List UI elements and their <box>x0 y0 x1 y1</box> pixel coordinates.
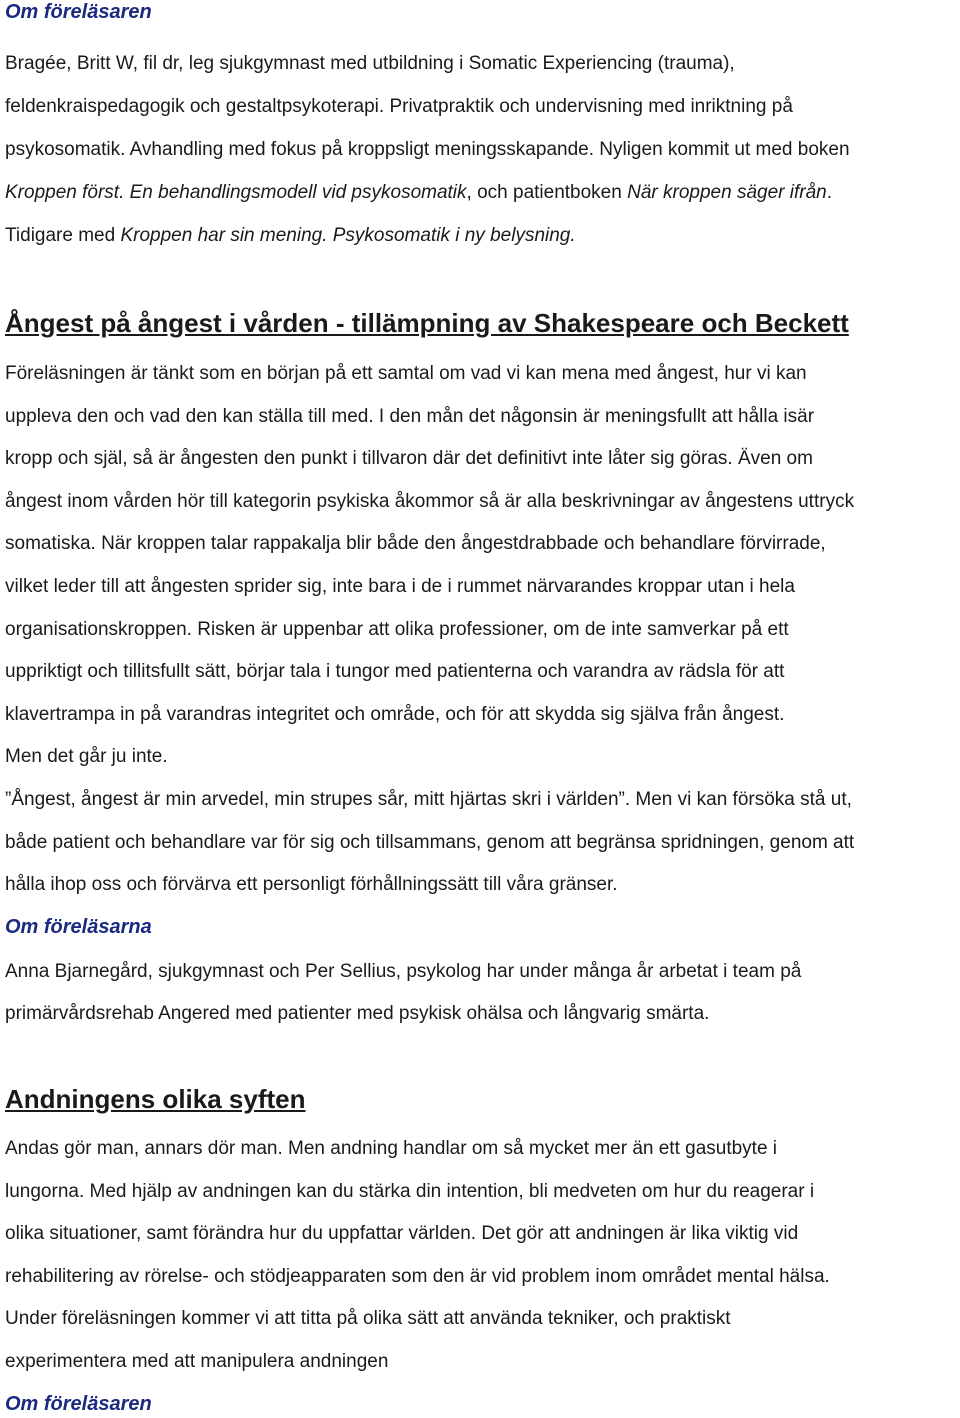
andning-line-6: experimentera med att manipulera andningen <box>5 1350 389 1372</box>
bio-line-5-text: Tidigare med <box>5 225 121 246</box>
angest-line-1: Föreläsningen är tänkt som en början på ett samtal om vad vi kan mena med ångest, hur vi kan <box>5 363 807 384</box>
angest-paragraph <box>5 353 854 907</box>
bio-line-5 <box>5 214 850 257</box>
section-angest <box>5 306 854 1036</box>
andning-line-3: olika situationer, samt förändra hur du uppfattar världen. Det gör att andningen är lika viktig vid <box>5 1223 799 1245</box>
bio-line-4-text: , och patientboken <box>466 182 628 203</box>
angest-line-13: hålla ihop oss och förvärva ett personligt förhållningssätt till våra gränser. <box>5 874 618 896</box>
subheading-om-forelasaren: Om föreläsaren <box>5 1 152 23</box>
forelasarna-line-2: primärvårdsrehab Angered med patienter med psykisk ohälsa och långvarig smärta. <box>5 1003 710 1025</box>
angest-line-11: ”Ångest, ångest är min arvedel, min strupes sår, mitt hjärtas skri i världen”. Men vi kan försöka stå ut, <box>5 788 852 810</box>
angest-line-4: ångest inom vården hör till kategorin psykiska åkommor så är alla beskrivningar av ångestens uttryck <box>5 490 855 512</box>
angest-line-8: uppriktigt och tillitsfullt sätt, börjar tala i tungor med patienterna och varandra av rädsla för att <box>5 661 785 683</box>
book-title-kroppen-forst: Kroppen först. En behandlingsmodell vid psykosomatik <box>5 182 467 203</box>
heading-angest: Ångest på ångest i vården - tillämpning av Shakespeare och Beckett <box>5 308 849 338</box>
angest-line-7: organisationskroppen. Risken är uppenbar att olika professioner, om de inte samverkar på ett <box>5 618 789 640</box>
angest-line-12: både patient och behandlare var för sig och tillsammans, genom att begränsa spridningen, genom att <box>5 831 855 853</box>
angest-line-3: kropp och själ, så är ångesten den punkt i tillvaron där det definitivt inte låter sig göras. Även om <box>5 448 813 470</box>
subheading-om-forelasaren-2: Om föreläsaren <box>5 1392 152 1415</box>
bio-line-1: Bragée, Britt W, fil dr, leg sjukgymnast med utbildning i Somatic Experiencing (trauma), <box>5 53 735 74</box>
bio-line-4 <box>5 171 850 214</box>
andning-paragraph <box>5 1128 830 1384</box>
bio-line-2: feldenkraispedagogik och gestaltpsykoterapi. Privatpraktik och undervisning med inriktning på <box>5 96 793 117</box>
bio-line-3: psykosomatik. Avhandling med fokus på kroppsligt meningsskapande. Nyligen kommit ut med boken <box>5 139 850 160</box>
section-andning <box>5 1082 830 1416</box>
bio-paragraph <box>5 42 850 257</box>
angest-line-10: Men det går ju inte. <box>5 746 168 768</box>
angest-line-9: klavertrampa in på varandras integritet och område, och för att skydda sig själva från ångest. <box>5 703 785 725</box>
forelasarna-line-1: Anna Bjarnegård, sjukgymnast och Per Sellius, psykolog har under många år arbetat i team på <box>5 960 802 982</box>
angest-line-5: somatiska. När kroppen talar rappakalja blir både den ångestdrabbade och behandlare förvirrade, <box>5 533 826 555</box>
bio-line-4-end: . <box>826 182 832 203</box>
andning-line-5: Under föreläsningen kommer vi att titta på olika sätt att använda tekniker, och praktiskt <box>5 1308 731 1330</box>
angest-line-6: vilket leder till att ångesten sprider sig, inte bara i de i rummet närvarandes kroppar utan i hela <box>5 575 795 597</box>
section-bragee <box>5 0 850 257</box>
andning-line-1: Andas gör man, annars dör man. Men andning handlar om så mycket mer än ett gasutbyte i <box>5 1138 778 1159</box>
subheading-om-forelasarna: Om föreläsarna <box>5 915 152 938</box>
forelasarna-paragraph <box>5 951 854 1036</box>
angest-line-2: uppleva den och vad den kan ställa till med. I den mån det någonsin är meningsfullt att hålla isär <box>5 405 815 427</box>
book-title-nar-kroppen: När kroppen säger ifrån <box>627 182 827 203</box>
andning-line-4: rehabilitering av rörelse- och stödjeapparaten som den är vid problem inom området mental hälsa. <box>5 1265 830 1287</box>
heading-andning: Andningens olika syften <box>5 1084 306 1114</box>
book-title-kroppen-har: Kroppen har sin mening. Psykosomatik i ny belysning. <box>120 225 576 246</box>
andning-line-2: lungorna. Med hjälp av andningen kan du stärka din intention, bli medveten om hur du reagerar i <box>5 1180 815 1202</box>
